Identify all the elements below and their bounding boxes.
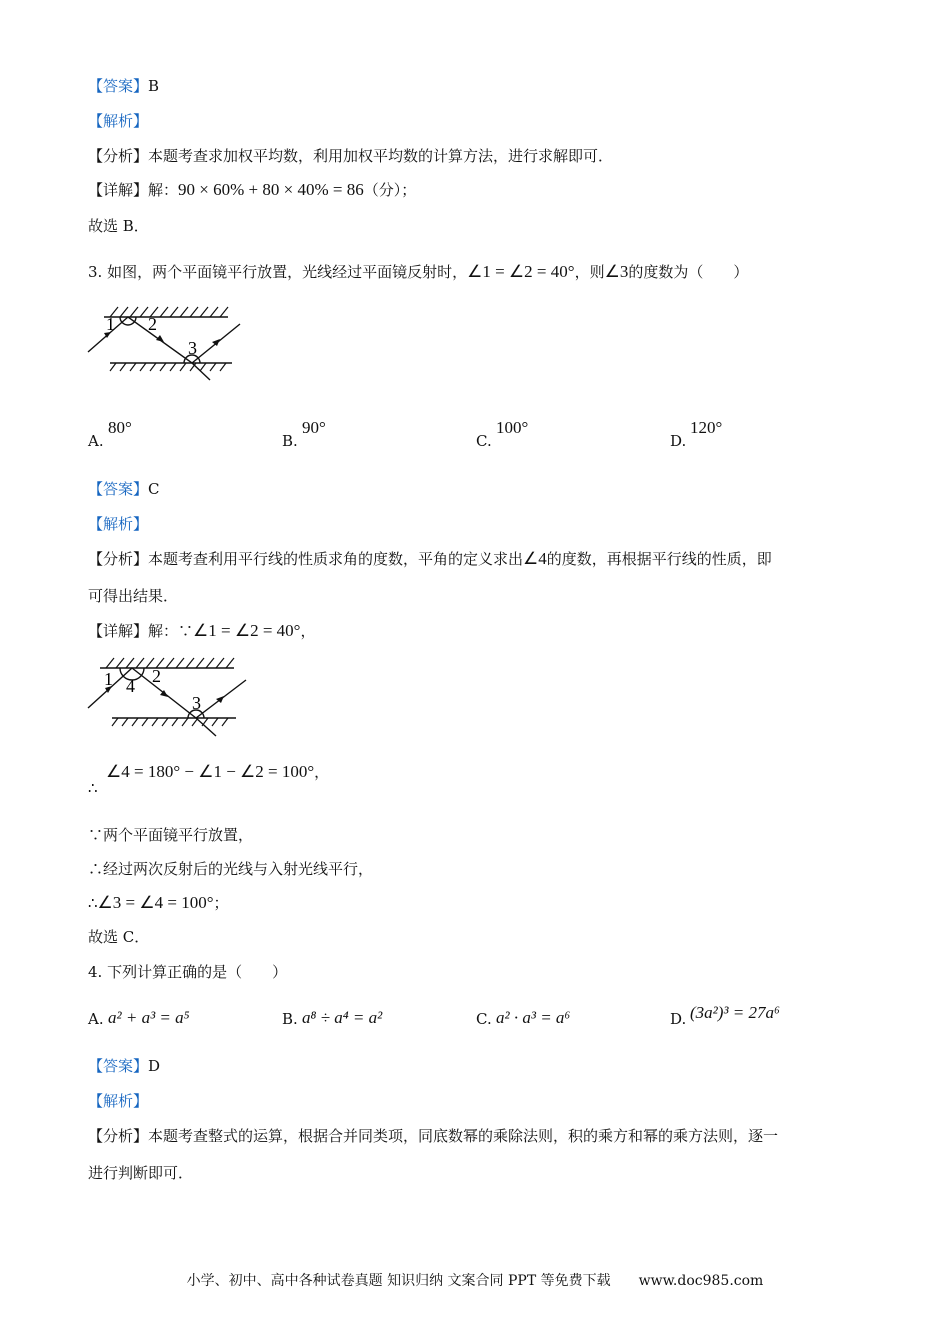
q3-stem-math: ∠1 = ∠2 = 40° <box>467 262 575 281</box>
q3-therefore-3 <box>88 893 229 913</box>
q3-stem <box>88 262 748 282</box>
figure2-label-4: 4 <box>126 676 135 696</box>
q3-stem-math2: ∠3 <box>604 262 629 281</box>
figure-label-1: 1 <box>106 314 115 334</box>
q3-option-b-value: 90° <box>302 418 326 437</box>
analysis-tag: 【解析】 <box>88 1092 149 1110</box>
answer-value: B <box>148 77 160 95</box>
q4-option-d-value: (3a²)³ = 27a⁶ <box>690 1003 780 1022</box>
fenxi-text-a: 本题考查利用平行线的性质求角的度数，平角的定义求出 <box>148 550 524 568</box>
q3-analysis-heading <box>88 514 148 534</box>
therefore-symbol: ∴ <box>88 779 98 797</box>
therefore-3-symbol: ∴ <box>88 894 98 912</box>
q4-option-c-label[interactable]: C. <box>476 1010 492 1028</box>
figure2-label-1: 1 <box>104 669 113 689</box>
q4-option-a-value: a² + a³ = a⁵ <box>108 1008 190 1027</box>
q3-detail-line <box>88 621 316 641</box>
analysis-tag: 【解析】 <box>88 112 149 130</box>
detail-tag: 【详解】 <box>88 181 149 199</box>
fenxi-text: 本题考查求加权平均数，利用加权平均数的计算方法，进行求解即可． <box>148 147 614 165</box>
answer-value: D <box>148 1057 161 1075</box>
detail-tag: 【详解】 <box>88 622 149 640</box>
q3-answer-line <box>88 479 160 499</box>
therefore-1-suffix: ， <box>314 763 330 781</box>
answer-tag: 【答案】 <box>88 77 149 95</box>
therefore-1-math: ∠4 = 180° − ∠1 − ∠2 = 100° <box>106 762 315 781</box>
q3-option-b-label[interactable]: B. <box>282 432 298 450</box>
therefore-3-suffix: ； <box>213 894 229 912</box>
fenxi-tag: 【分析】 <box>88 1127 149 1145</box>
q3-fenxi-line-2: 可得出结果． <box>88 587 179 605</box>
fenxi-tag: 【分析】 <box>88 550 149 568</box>
q3-option-d-value: 120° <box>690 418 723 437</box>
fenxi-math: ∠4 <box>523 549 547 568</box>
q4-answer-line <box>88 1056 160 1076</box>
fenxi-text-a: 本题考查整式的运算，根据合并同类项，同底数幂的乘除法则，积的乘方和幂的乘方法则，逐一 <box>148 1127 779 1145</box>
q3-therefore-1-math-line <box>106 762 329 782</box>
mirror-figure <box>84 300 244 390</box>
q4-fenxi-line <box>88 1126 778 1146</box>
q4-option-b-value: a⁸ ÷ a⁴ = a² <box>302 1008 383 1027</box>
figure-label-3: 3 <box>188 338 197 358</box>
q3-option-c-value: 100° <box>496 418 529 437</box>
answer-value: C <box>148 480 160 498</box>
q2-conclusion: 故选 B． <box>88 217 149 235</box>
q4-fenxi-line-2: 进行判断即可． <box>88 1164 194 1182</box>
q4-option-c-value: a² · a³ = a⁶ <box>496 1008 571 1027</box>
detail-math: ∠1 = ∠2 = 40° <box>193 621 301 640</box>
therefore-3-math: ∠3 = ∠4 = 100° <box>97 893 214 912</box>
q3-stem-c: 的度数为（ ） <box>628 263 749 281</box>
q3-option-a-value: 80° <box>108 418 132 437</box>
q4-analysis-heading <box>88 1091 148 1111</box>
answer-tag: 【答案】 <box>88 480 149 498</box>
q3-therefore-2: ∴经过两次反射后的光线与入射光线平行， <box>88 860 374 878</box>
mirror-figure-2 <box>84 652 254 744</box>
detail-prefix: 解： <box>148 181 179 199</box>
fenxi-tag: 【分析】 <box>88 147 149 165</box>
detail-math: 90 × 60% + 80 × 40% = 86 <box>178 180 364 199</box>
q3-stem-a: 3. 如图，两个平面镜平行放置，光线经过平面镜反射时， <box>88 263 468 281</box>
q3-because-2: ∵两个平面镜平行放置， <box>88 826 254 844</box>
q4-option-b-label[interactable]: B. <box>282 1010 298 1028</box>
q2-answer-line <box>88 76 159 96</box>
fenxi-text-b: 的度数，再根据平行线的性质，即 <box>546 550 772 568</box>
q2-detail-line <box>88 180 416 200</box>
page-footer: 小学、初中、高中各种试卷真题 知识归纳 文案合同 PPT 等免费下载 www.doc985.com <box>186 1273 764 1289</box>
q3-option-a-label[interactable]: A. <box>88 432 104 450</box>
q4-option-a-label[interactable]: A. <box>88 1010 104 1028</box>
analysis-tag: 【解析】 <box>88 515 149 533</box>
detail-prefix: 解：∵ <box>148 622 194 640</box>
figure2-label-2: 2 <box>152 666 161 686</box>
q2-analysis-heading <box>88 111 148 131</box>
q3-therefore-1 <box>88 778 98 798</box>
q3-stem-b: ，则 <box>574 263 605 281</box>
q2-fenxi-line <box>88 146 613 166</box>
q3-conclusion: 故选 C． <box>88 928 150 946</box>
detail-suffix: （分）； <box>363 181 417 199</box>
detail-suffix: ， <box>300 622 316 640</box>
figure-label-2: 2 <box>148 314 157 334</box>
answer-tag: 【答案】 <box>88 1057 149 1075</box>
q3-option-d-label[interactable]: D. <box>670 432 687 450</box>
q3-fenxi-line <box>88 549 772 569</box>
q3-option-c-label[interactable]: C. <box>476 432 492 450</box>
q4-stem: 4. 下列计算正确的是（ ） <box>88 963 288 981</box>
figure2-label-3: 3 <box>192 693 201 713</box>
q4-option-d-label[interactable]: D. <box>670 1010 687 1028</box>
